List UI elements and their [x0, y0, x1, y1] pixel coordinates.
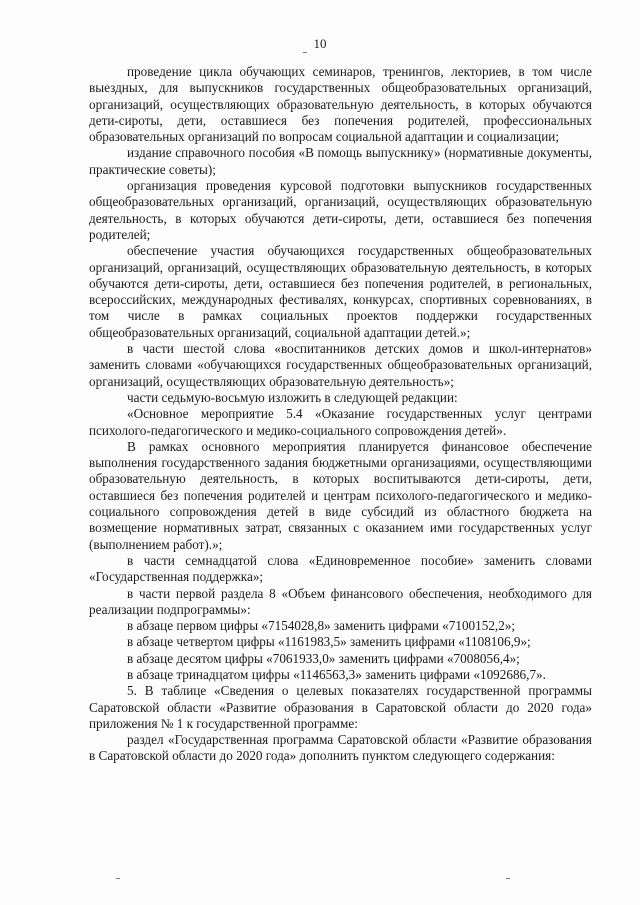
paragraph-table-5: 5. В таблице «Сведения о целевых показателях государственной программы Саратовской области «Развитие образования в Саратовской области до 2020 года» приложения № 1 к государственной программе:	[89, 683, 592, 731]
paragraph-seminars: проведение цикла обучающих семинаров, тренингов, лекториев, в том числе выездных, для выпускников государственных общеобразовательных организаций, организаций, осуществляющих образовательную деятельность, в которых обучаются дети-сироты, дети, оставшиеся без попечения родителей, профессиональных образовательных организаций по вопросам социальной адаптации и социализации;	[89, 64, 592, 145]
paragraph-abzac-13: в абзаце тринадцатом цифры «1146563,3» заменить цифрами «1092686,7».	[127, 666, 546, 682]
paragraph-section-eight: в части первой раздела 8 «Объем финансового обеспечения, необходимого для реализации подпрограммы»:	[89, 585, 592, 617]
scan-speck	[506, 878, 510, 879]
paragraph-part-seventeen: в части семнадцатой слова «Единовременное пособие» заменить словами «Государственная поддержка»;	[89, 552, 592, 585]
paragraph-abzac-1: в абзаце первом цифры «7154028,8» заменить цифрами «7100152,2»;	[127, 618, 516, 634]
paragraph-main-activity-funding: В рамках основного мероприятия планируется финансовое обеспечение выполнения государственного задания бюджетными организациями, осуществляющими образовательную деятельность, в которых воспитываются дети-сироты, дети, оставшиеся без попечения родителей и центрам психолого-педагогического и медико-социального сопровождения детей в виде субсидий из областного бюджета на возмещение нормативных затрат, связанных с оказанием ими государственных услуг (выполнением работ).»;	[89, 438, 592, 552]
paragraph-handbook: издание справочного пособия «В помощь выпускнику» (нормативные документы, практические советы);	[89, 145, 592, 177]
paragraph-participation: обеспечение участия обучающихся государственных общеобразовательных организаций, организаций, осуществляющих образовательную деятельность, в которых обучаются дети-сироты, дети, оставшиеся без попечения родителей, в региональных, всероссийских, международных фестивалях, конкурсах, спортивных соревнованиях, в том числе в рамках социальных проектов поддержки государственных общеобразовательных организаций, социальной адаптации детей.»;	[89, 243, 592, 340]
paragraph-part-six: в части шестой слова «воспитанников детских домов и школ-интернатов» заменить словами «обучающихся государственных общеобразовательных организаций, организаций, осуществляющих образовательную деятельность»;	[89, 341, 592, 389]
paragraph-abzac-4: в абзаце четвертом цифры «1161983,5» заменить цифрами «1108106,9»;	[127, 634, 531, 650]
document-body	[89, 64, 592, 765]
page-number: 10	[313, 36, 327, 51]
paragraph-courses: организация проведения курсовой подготовки выпускников государственных общеобразовательных организаций, организаций, осуществляющих образовательную деятельность, в которых обучаются дети-сироты, дети, оставшиеся без попечения родителей;	[89, 178, 592, 242]
paragraph-main-activity-title: «Основное мероприятие 5.4 «Оказание государственных услуг центрами психолого-педагогического и медико-социального сопровождения детей».	[89, 406, 592, 438]
scan-speck	[116, 878, 120, 879]
paragraph-parts-seven-eight: части седьмую-восьмую изложить в следующей редакции:	[127, 389, 458, 405]
paragraph-section-supplement: раздел «Государственная программа Саратовской области «Развитие образования в Саратовской области до 2020 года» дополнить пунктом следующего содержания:	[89, 732, 592, 764]
scan-speck	[303, 52, 307, 53]
paragraph-abzac-10: в абзаце десятом цифры «7061933,0» заменить цифрами «7008056,4»;	[127, 650, 520, 666]
